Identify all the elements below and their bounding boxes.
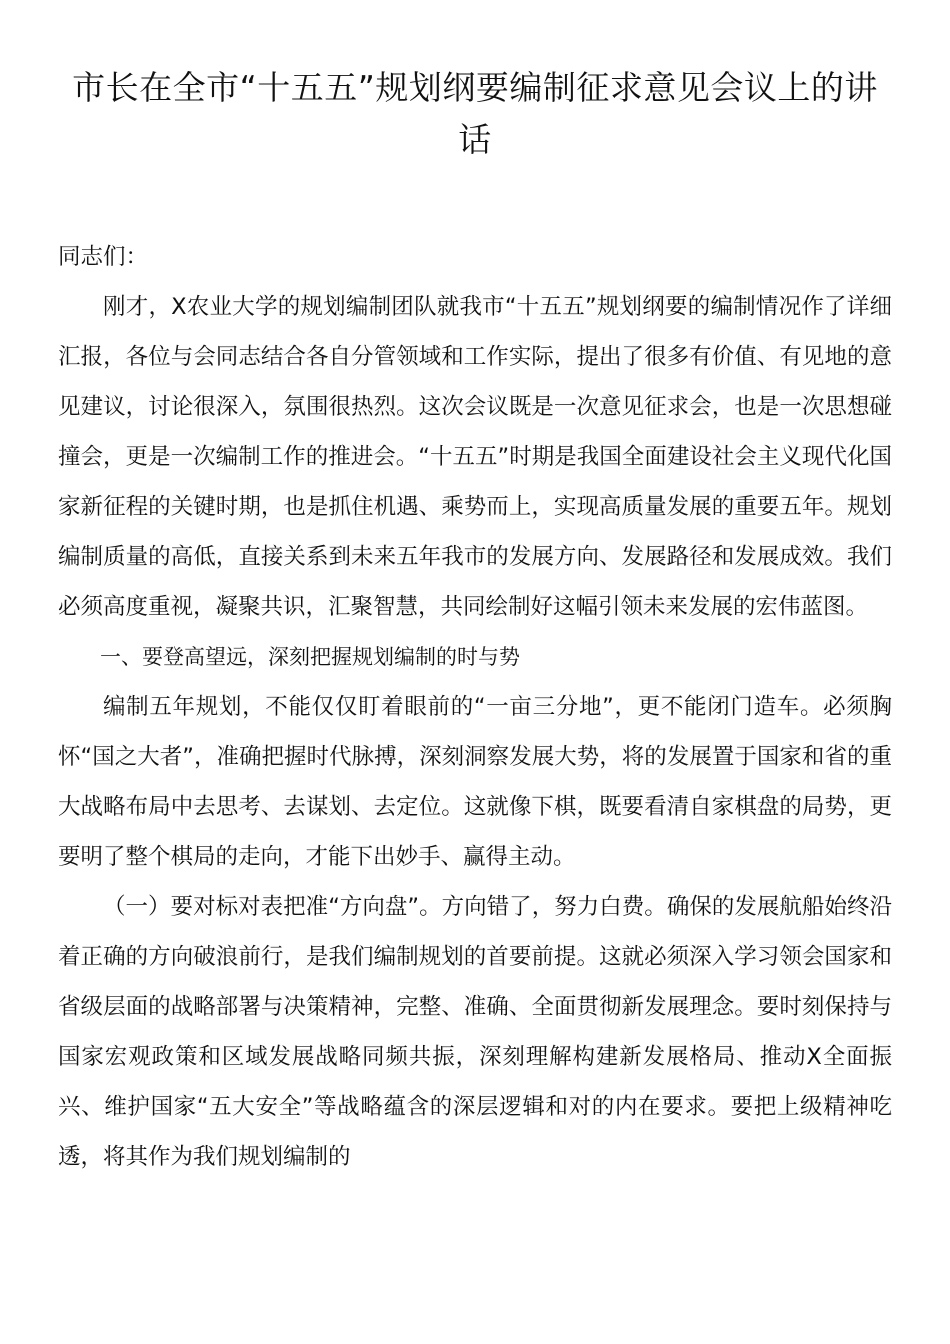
section-heading: 一、要登高望远，深刻把握规划编制的时与势 bbox=[100, 645, 520, 669]
salutation: 同志们： bbox=[58, 244, 149, 270]
document-body bbox=[58, 232, 892, 1182]
body-paragraph: 刚才，X农业大学的规划编制团队就我市“十五五”规划纲要的编制情况作了详细汇报，各位与会同志结合各自分管领域和工作实际，提出了很多有价值、有见地的意见建议，讨论很深入，氛围很热烈。这次会议既是一次意见征求会，也是一次思想碰撞会，更是一次编制工作的推进会。“十五五”时期是我国全面建设社会主义现代化国家新征程的关键时期，也是抓住机遇、乘势而上，实现高质量发展的重要五年。规划编制质量的高低，直接关系到未来五年我市的发展方向、发展路径和发展成效。我们必须高度重视，凝聚共识，汇聚智慧，共同绘制好这幅引领未来发展的宏伟蓝图。 bbox=[58, 294, 892, 620]
document-title: 市长在全市“十五五”规划纲要编制征求意见会议上的讲话 bbox=[72, 68, 878, 159]
body-paragraph: 编制五年规划，不能仅仅盯着眼前的“一亩三分地”，更不能闭门造车。必须胸怀“国之大者”，准确把握时代脉搏，深刻洞察发展大势，将的发展置于国家和省的重大战略布局中去思考、去谋划、去定位。这就像下棋，既要看清自家棋盘的局势，更要明了整个棋局的走向，才能下出妙手、赢得主动。 bbox=[58, 694, 892, 870]
body-paragraph: （一）要对标对表把准“方向盘”。方向错了，努力白费。确保的发展航船始终沿着正确的方向破浪前行，是我们编制规划的首要前提。这就必须深入学习领会国家和省级层面的战略部署与决策精神，完整、准确、全面贯彻新发展理念。要时刻保持与国家宏观政策和区域发展战略同频共振，深刻理解构建新发展格局、推动X全面振兴、维护国家“五大安全”等战略蕴含的深层逻辑和对的内在要求。要把上级精神吃透，将其作为我们规划编制的 bbox=[58, 894, 892, 1170]
